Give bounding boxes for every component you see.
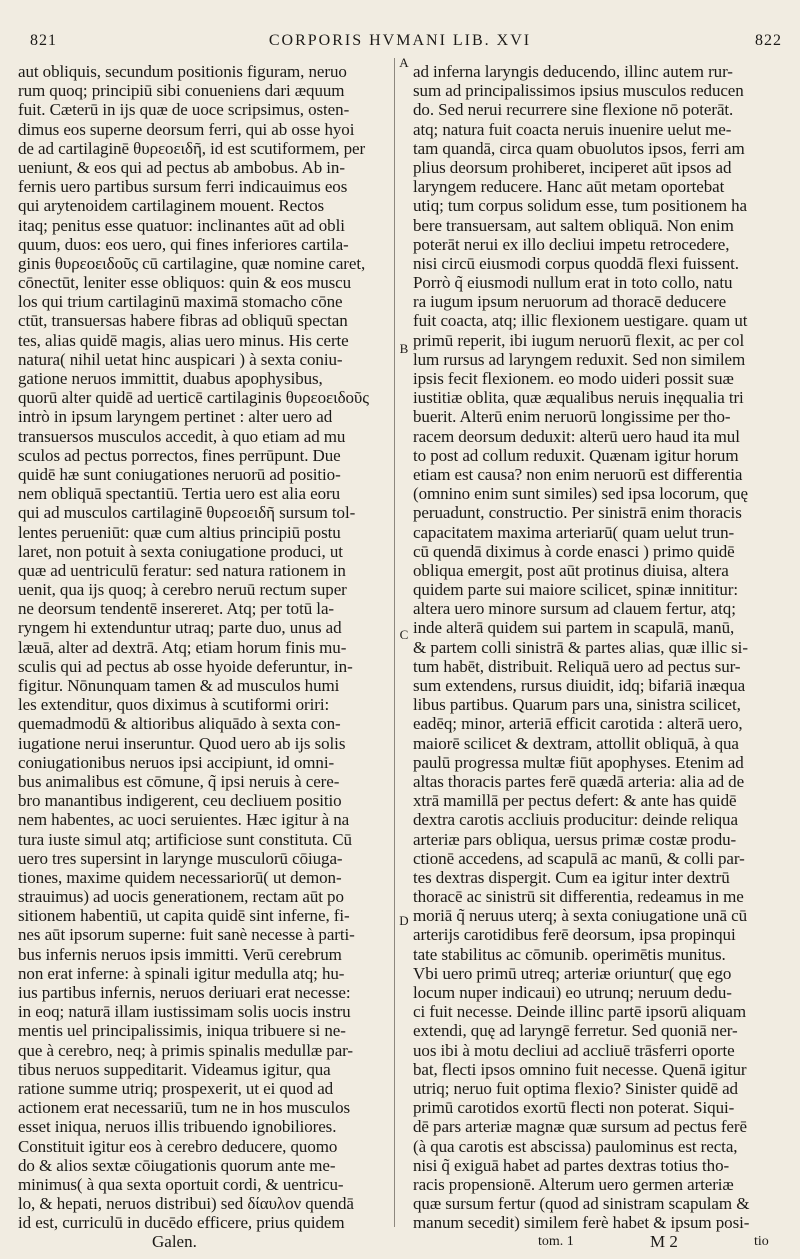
text-line: laryngem reducere. Hanc aūt metam oportebat — [413, 177, 725, 197]
margin-letter-d: D — [399, 913, 409, 928]
text-line: locum nuper indicaui) eo utrunq; neruum dedu- — [413, 983, 732, 1002]
text-line: primū reperit, ibi iugum neruorū flexit, ac per col — [413, 330, 745, 350]
text-line: quæ sursum fertur (quod ad sinistram scapulam & — [413, 1194, 750, 1214]
text-line: moriā q̃ neruus uterq; à sexta coniugatione unā cū — [413, 906, 747, 926]
text-line: tam quandā, circa quam obuolutos ipsos, ferri am — [413, 138, 745, 158]
text-line: qui ad musculos cartilaginē θυρεοειδῆ sursum tol- — [18, 503, 356, 523]
text-line: ad inferna laryngis deducendo, illinc autem rur- — [413, 62, 733, 81]
footer-signature: M 2 — [650, 1232, 678, 1251]
text-line: uenit, qua ijs quoq; à cerebro neruū rectum super — [18, 580, 347, 600]
text-line: nem habentes, ac uoci seruientes. Hæc igitur à na — [18, 810, 350, 830]
text-line: nem obliquā spectantiū. Tertia uero est alia eoru — [18, 484, 341, 504]
text-line: cōnectūt, leniter esse obliquos: quin & eos muscu — [18, 273, 352, 293]
text-line: ginis θυρεοειδοῦς cū cartilagine, quæ nomine caret, — [18, 253, 366, 273]
text-line: de ad cartilaginē θυρεοειδῆ, id est scutiformem, per — [18, 138, 366, 158]
text-line: sum extendens, rursus diuidit, idq; bifariā inæqua — [413, 676, 746, 695]
text-line: fuit. Cæterū in ijs quæ de uoce scripsimus, osten- — [18, 100, 350, 120]
text-line: ryngem hi extenduntur utraq; parte duo, unus ad — [18, 618, 342, 638]
text-line: Porrò q̃ eiusmodi nullum erat in toto collo, natu — [413, 273, 733, 293]
text-line: tura iuste simul atq; artificiose sunt constituta. Cū — [18, 829, 352, 849]
text-line: ratione summe utriq; prospexerit, ut ei quod ad — [18, 1078, 334, 1098]
text-line: altas thoracis partes ferē quædā arteria: alia ad de — [413, 771, 745, 791]
text-line: ius partibus infernis, neruos deriuari erat necesse: — [18, 983, 351, 1002]
text-line: minimus( à qua sexta oportuit cordi, & uentricu- — [18, 1174, 344, 1194]
text-line: do. Sed nerui recurrere sine flexione nō poterāt. — [413, 100, 734, 120]
text-line: non erat inferne: à spinali igitur medulla atq; hu- — [18, 963, 345, 983]
text-line: inde alterā quidem sui partem in scapulā, manū, — [413, 618, 735, 638]
text-line: atq; natura fuit coacta neruis inuenire uelut me- — [413, 119, 732, 139]
text-line: fernis uero partibus sursum ferri indicauimus eos — [18, 177, 348, 197]
text-line: utiq; tum corpus solidum esse, tum positionem ha — [413, 196, 748, 216]
right-column — [413, 62, 785, 1232]
text-line: laret, non potuit à sexta coniugatione produci, ut — [18, 541, 343, 561]
text-line: plius deorsum prohiberet, inciperet aūt ipsos ad — [413, 157, 732, 177]
text-line: intrò in ipsum laryngem pertinet : alter uero ad — [18, 407, 333, 427]
text-line: ipsis fecit flexionem. eo modo uideri possit suæ — [413, 369, 734, 388]
text-line: les extenditur, quos diximus à scutiformi oriri: — [18, 695, 330, 715]
text-line: sculos ad pectus porrectos, fines perrūpunt. Due — [18, 445, 341, 465]
text-line: utriq; neruo fuit optima flexio? Sinister quidē ad — [413, 1078, 738, 1098]
text-line: maiorē scilicet & dextram, attollit obliquā, à qua — [413, 733, 739, 753]
text-line: lum rursus ad laryngem reduxit. Sed non similem — [413, 349, 746, 369]
text-line: buerit. Alterū enim neruorū longissime per tho- — [413, 407, 731, 427]
text-line: ra iugum ipsum neruorum ad thoracē deducere — [413, 292, 727, 312]
text-line: (à qua carotis est abscissa) paulominus est recta, — [413, 1136, 738, 1156]
text-line: actionem erat necessariū, tum ne in hos musculos — [18, 1098, 351, 1118]
text-line: quorū alter quidē ad uerticē cartilaginis θυρεοειδοῦς — [18, 388, 369, 408]
text-line: libus partibus. Quarum pars una, sinistra scilicet, — [413, 695, 741, 715]
column-divider — [394, 58, 395, 1227]
text-line: tum habēt, distribuit. Reliquā uero ad pectus sur- — [413, 656, 741, 676]
text-line: paulū progressa multæ fiūt apophyses. Etenim ad — [413, 752, 744, 772]
page-footer — [0, 1232, 800, 1256]
page-number-left: 821 — [30, 32, 57, 49]
page-number-right: 822 — [755, 32, 782, 49]
text-line: ne deorsum tendentē insereret. Atq; per totū la- — [18, 599, 334, 619]
text-line: lo, & hepati, neruos distribui) sed δίαυλον quendā — [18, 1194, 354, 1214]
text-line: quum, duos: eos uero, qui fines inferiores cartila- — [18, 234, 349, 254]
text-line: aut obliquis, secundum positionis figuram, neruo — [18, 62, 347, 81]
text-line: primū carotidos exortū flecti non poterat. Siqui- — [413, 1098, 735, 1118]
text-line: coniugationibus neruos ipsi accipiunt, id omni- — [18, 752, 335, 772]
text-line: nes aūt ipsorum superne: fuit sanè necesse à parti- — [18, 925, 355, 945]
text-line: tate stabilitus ac cōmunib. operimētis munitus. — [413, 944, 726, 964]
text-line: quæ ad uentriculū feratur: sed natura rationem in — [18, 560, 346, 580]
text-line: nisi circū eiusmodi corpus quoddā flexi fuissent. — [413, 253, 739, 273]
text-line: strauimus) ad uocis generationem, rectam aūt po — [18, 887, 344, 907]
text-line: figitur. Nōnunquam tamen & ad musculos humi — [18, 676, 340, 695]
text-line: fuit coacta, atq; illic flexionem uestigare. quam ut — [413, 311, 748, 331]
text-line: qui arytenoidem cartilaginem mouent. Rectos — [18, 196, 325, 216]
text-line: tibus neruos suppeditarit. Videamus igitur, qua — [18, 1059, 331, 1079]
text-line: gatione neruos immittit, duabus apophysibus, — [18, 369, 323, 388]
text-line: bat, flecti ipsos omnino fuit necesse. Quenā igitur — [413, 1059, 747, 1079]
text-line: esset iniqua, neruos illis tribuendo ignobiliores. — [18, 1117, 337, 1137]
text-line: iugatione nerui inseruntur. Quod uero ab ijs solis — [18, 733, 346, 753]
text-line: nisi q̃ exiguā habet ad partes dextras totius tho- — [413, 1155, 730, 1175]
text-line: ci fuit necesse. Deinde illinc partē ipsorū aliquam — [413, 1002, 746, 1022]
margin-letter-a: A — [399, 55, 409, 70]
text-line: manum secedit) similem ferè habet & ipsum posi- — [413, 1213, 750, 1233]
page-header — [0, 30, 800, 58]
text-line: natura( nihil uetat hinc auspicari ) à sexta coniu- — [18, 349, 343, 369]
text-line: quidē hæ sunt coniugationes neruorū ad positio- — [18, 464, 341, 484]
text-line: mentis uel principalissimis, iniqua tribuere si ne- — [18, 1021, 346, 1041]
text-line: xtrā mamillā per pectus defert: & ante has quidē — [413, 791, 737, 811]
text-line: iustitiæ oblita, quæ æqualibus neruis inęqualia tri — [413, 388, 744, 408]
text-line: rum quoq; principiū sibi conueniens dari æquum — [18, 81, 345, 101]
text-line: Vbi uero primū utreq; arteriæ oriuntur( quę ego — [413, 963, 732, 983]
text-line: transuersos musculos accedit, à quo etiam ad mu — [18, 426, 346, 446]
text-line: ueniunt, & eos qui ad pectus ab ambobus. Ab in- — [18, 157, 345, 177]
text-line: altera uero minore sursum ad clauem fertur, atq; — [413, 599, 736, 619]
text-line: racem deorsum deduxit: alterū uero haud ita mul — [413, 426, 740, 446]
text-line: sitionem habentiū, ut capita quidē sint inferne, fi- — [18, 906, 350, 926]
text-line: dimus eos superne deorsum ferri, qui ab osse hyoi — [18, 119, 355, 139]
text-line: læuā, alter ad dextrā. Atq; etiam horum finis mu- — [18, 637, 347, 657]
left-column — [18, 62, 394, 1232]
text-line: arterijs carotidibus ferē deorsum, ipsa propinqui — [413, 925, 736, 945]
text-line: sculis qui ad pectus ab osse hyoide deferuntur, in- — [18, 656, 353, 676]
text-line: tes, alias quidē magis, alias uero minus. His certe — [18, 330, 349, 350]
text-line: los qui trium cartilaginū maximā stomacho cōne — [18, 292, 343, 312]
text-line: uos ibi à motu decliui ad accliuē trāsferri oporte — [413, 1040, 735, 1060]
margin-letter-c: C — [399, 627, 409, 642]
text-line: & partem colli sinistrā & partes alias, quæ illic si- — [413, 637, 748, 657]
text-line: uero tres supersint in larynge musculorū cōiuga- — [18, 848, 343, 868]
footer-author: Galen. — [152, 1232, 197, 1251]
text-line: dē pars arteriæ magnæ quæ sursum ad pectus ferē — [413, 1117, 747, 1137]
margin-letter-b: B — [399, 341, 409, 356]
text-line: extendi, quę ad laryngē ferretur. Sed quoniā ner- — [413, 1021, 738, 1041]
text-line: racis propensionē. Alterum uero germen arteriæ — [413, 1174, 734, 1194]
text-line: bus infernis neruos ipsis immitti. Verū cerebrum — [18, 944, 342, 964]
text-line: que à cerebro, neq; à primis spinalis medullæ par- — [18, 1040, 353, 1060]
text-line: id est, curriculū in ducēdo efficere, prius quidem — [18, 1213, 345, 1233]
text-line: lentes perueniūt: quæ cum altius principiū postu — [18, 522, 341, 542]
text-line: peruadunt, constructio. Per sinistrā enim thoracis — [413, 503, 742, 523]
text-line: quemadmodū & altioribus aliquādo à sexta con- — [18, 714, 341, 734]
footer-volume: tom. 1 — [538, 1234, 574, 1249]
text-line: tiones, maxime quidem necessariorū( ut demon- — [18, 867, 342, 887]
text-line: dextra carotis accliuis producitur: deinde reliqua — [413, 810, 738, 830]
text-line: ctūt, transuersas habere fibras ad obliquū spectan — [18, 311, 348, 331]
text-line: thoracē ac sinistrū sit differentia, redeamus in me — [413, 887, 744, 907]
text-line: sum ad principalissimos ipsius musculos reducen — [413, 81, 744, 101]
text-line: obliqua emergit, post aūt protinus diuisa, altera — [413, 560, 729, 580]
text-line: itaq; penitus esse quatuor: inclinantes aūt ad obli — [18, 215, 345, 235]
text-line: do & alios sextæ cōiugationis quorum ante me- — [18, 1155, 336, 1175]
text-line: bro manantibus indigerent, ceu decliuem positio — [18, 791, 342, 811]
text-line: bus animalibus est cōmune, q̃ ipsi neruis à cere- — [18, 771, 340, 791]
text-line: capacitatem maxima arteriarū( quam uelut trun- — [413, 522, 735, 542]
footer-catchword: tio — [754, 1234, 769, 1249]
text-line: Constituit igitur eos à cerebro deducere, quomo — [18, 1136, 338, 1156]
text-line: (omnino enim sunt similes) sed ipsa locorum, quę — [413, 484, 748, 504]
text-line: poterāt nerui ex illo decliui impetu retrocedere, — [413, 234, 730, 254]
text-line: in eoq; naturā illam iustissimam solis uocis instru — [18, 1002, 351, 1022]
running-title: CORPORIS HVMANI LIB. XVI — [268, 32, 532, 49]
text-line: ctionē accedens, ad scapulā ac manū, & colli par- — [413, 848, 745, 868]
text-line: arteriæ pars obliqua, uersus primæ costæ produ- — [413, 829, 737, 849]
text-line: to post ad collum reduxit. Quænam igitur horum — [413, 445, 739, 465]
text-line: eadēq; minor, arteriā efficit carotida : alterā uero, — [413, 714, 743, 734]
text-line: tes dextras dispergit. Cum ea igitur inter dextrū — [413, 867, 730, 887]
text-line: quidem parte sui maiore scilicet, spinæ innititur: — [413, 580, 738, 600]
text-line: cū quendā diximus à corde enasci ) primo quidē — [413, 541, 735, 561]
text-line: bere transuersam, aut saltem obliquā. Non enim — [413, 215, 734, 235]
text-line: etiam est causa? non enim neruorū est differentia — [413, 464, 743, 484]
